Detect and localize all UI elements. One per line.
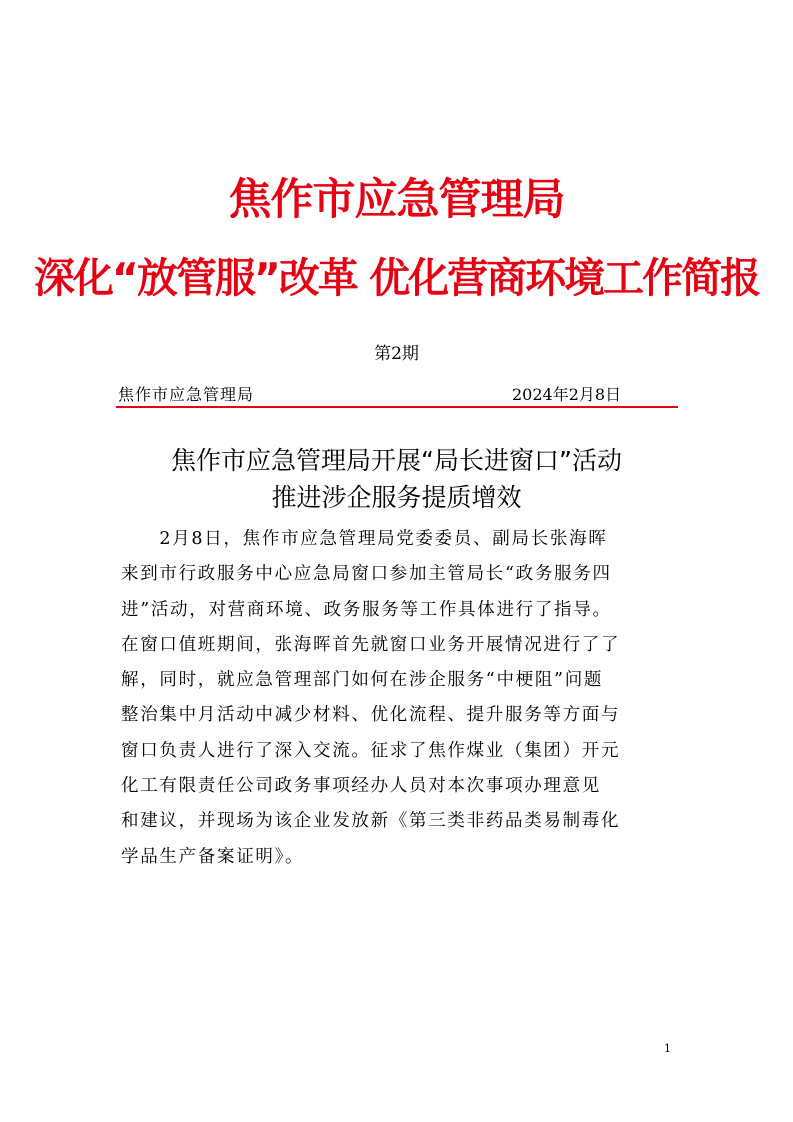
body-line: 整治集中月活动中减少材料、优化流程、提升服务等方面与 [121, 705, 621, 726]
body-line: 在窗口值班期间，张海晖首先就窗口业务开展情况进行了了 [121, 634, 621, 655]
body-line: 学品生产备案证明》。 [121, 846, 305, 867]
publisher-name: 焦作市应急管理局 [118, 385, 255, 404]
masthead-title-line2: 深化“放管服”改革 优化营商环境工作简报 [33, 254, 760, 302]
body-line: 窗口负责人进行了深入交流。征求了焦作煤业（集团）开元 [121, 740, 621, 761]
body-line: 2月8日，焦作市应急管理局党委委员、副局长张海晖 [121, 529, 608, 549]
article-body [121, 522, 681, 875]
body-line: 解，同时，就应急管理部门如何在涉企服务“中梗阻”问题 [121, 670, 604, 691]
body-line: 化工有限责任公司政务事项经办人员对本次事项办理意见 [121, 776, 601, 797]
header-divider [116, 406, 678, 408]
page-number: 1 [664, 1042, 671, 1055]
issue-number: 第2期 [374, 344, 419, 364]
body-line: 进”活动，对营商环境、政务服务等工作具体进行了指导。 [121, 599, 612, 620]
article-title-line1: 焦作市应急管理局开展“局长进窗口”活动 [171, 446, 622, 475]
article-title-line2: 推进涉企服务提质增效 [271, 483, 522, 512]
masthead-title-line1: 焦作市应急管理局 [228, 175, 565, 225]
body-line: 来到市行政服务中心应急局窗口参加主管局长“政务服务四 [121, 564, 612, 585]
publish-date: 2024年2月8日 [512, 385, 622, 404]
body-line: 和建议，并现场为该企业发放新《第三类非药品类易制毒化 [121, 811, 621, 832]
